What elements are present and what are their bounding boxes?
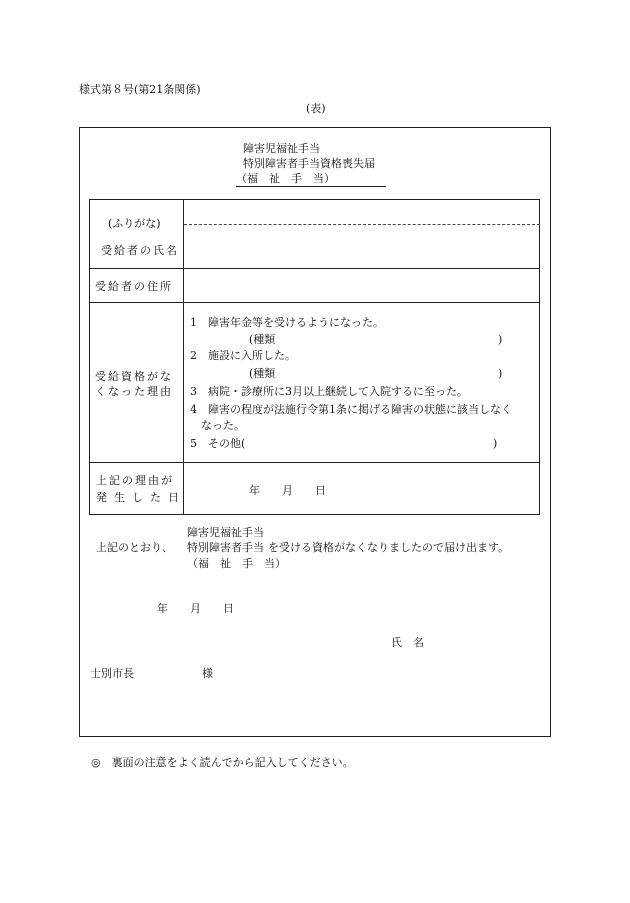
- name-label: 受給者の氏名: [101, 244, 179, 257]
- statement-prefix: 上記のとおり、: [96, 541, 173, 554]
- reason-3[interactable]: 3 病院・診療所に3月以上継続して入院するに至った。: [190, 385, 468, 398]
- submission-date[interactable]: 年 月 日: [157, 602, 234, 615]
- recipient-honorific: 様: [202, 667, 213, 680]
- recipient-label: 士別市長: [90, 667, 134, 680]
- title-line-3: （福 祉 手 当）: [236, 172, 335, 185]
- occurrence-date[interactable]: 年 月 日: [249, 484, 326, 497]
- form-number: 様式第８号(第21条関係): [79, 83, 201, 96]
- name-field[interactable]: [186, 227, 538, 266]
- furigana-label: (ふりがな): [108, 217, 161, 230]
- side-label: (表): [306, 102, 326, 115]
- address-label: 受給者の住所: [95, 280, 173, 293]
- furigana-separator: [184, 224, 540, 225]
- table-row-separator: [89, 462, 540, 463]
- furigana-field[interactable]: [186, 201, 538, 222]
- reason-5-open[interactable]: 5 その他(: [190, 437, 246, 450]
- reason-4-line-2: なった。: [201, 419, 245, 432]
- statement-allowance-1: 障害児福祉手当: [187, 526, 264, 539]
- address-field[interactable]: [186, 270, 538, 300]
- title-underline: [236, 186, 386, 187]
- table-row-separator: [89, 302, 540, 303]
- statement-allowance-2: 特別障害者手当: [187, 541, 264, 554]
- date-label-line-1: 上記の理由が: [96, 474, 174, 487]
- reason-1-type-open: (種類: [249, 333, 276, 346]
- applicant-name-label: 氏 名: [391, 636, 424, 649]
- table-column-divider: [183, 199, 184, 515]
- reason-2-type-close: ): [498, 367, 503, 380]
- reason-2-type-open: (種類: [249, 367, 276, 380]
- table-row-separator: [89, 268, 540, 269]
- title-line-2: 特別障害者手当資格喪失届: [243, 157, 375, 170]
- reason-2[interactable]: 2 施設に入所した。: [190, 349, 296, 362]
- statement-suffix: を受ける資格がなくなりましたので届け出ます。: [268, 541, 510, 554]
- title-line-1: 障害児福祉手当: [243, 142, 320, 155]
- applicant-name-field[interactable]: [430, 630, 540, 650]
- reason-label-line-2: くなった理由: [95, 385, 173, 398]
- reason-label-line-1: 受給資格がな: [95, 370, 173, 383]
- reason-5-close: ): [493, 437, 498, 450]
- footer-note: ◎ 裏面の注意をよく読んでから記入してください。: [91, 756, 354, 769]
- date-label-line-2: 発生した日: [96, 491, 186, 504]
- reason-1[interactable]: 1 障害年金等を受けるようになった。: [190, 316, 384, 329]
- reason-4-line-1[interactable]: 4 障害の程度が法施行令第1条に掲げる障害の状態に該当しなく: [190, 403, 512, 416]
- statement-allowance-3: （福 祉 手 当）: [187, 557, 286, 570]
- reason-1-type-close: ): [498, 333, 503, 346]
